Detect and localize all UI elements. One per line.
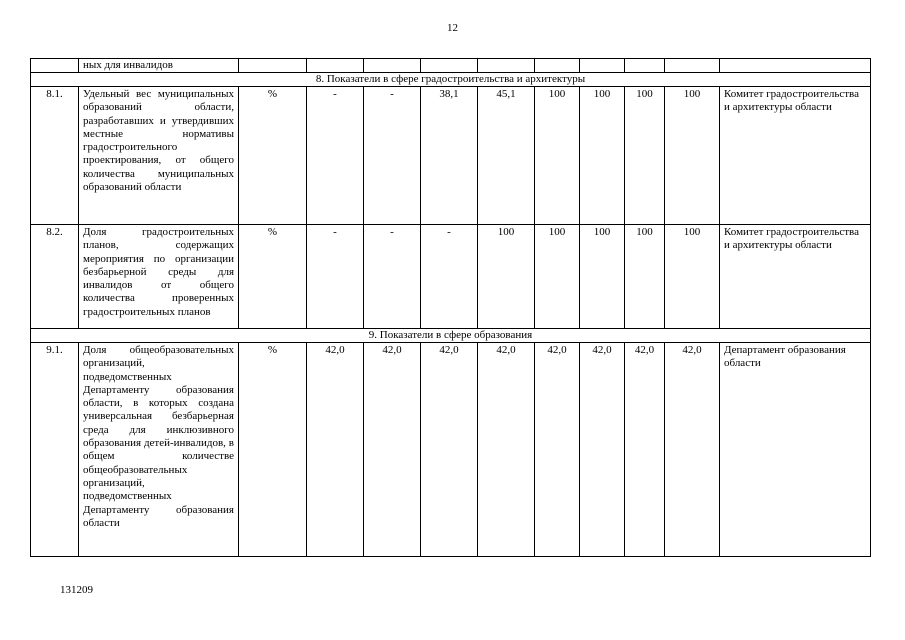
value-cell: 42,0 [307, 343, 364, 557]
unit-cell: % [239, 343, 307, 557]
value-cell: - [421, 225, 478, 329]
value-cell: 100 [535, 87, 580, 225]
value-cell: - [307, 87, 364, 225]
value-cell: 42,0 [580, 343, 625, 557]
table-row [31, 87, 871, 225]
table-row [31, 343, 871, 557]
value-cell: 100 [478, 225, 535, 329]
unit-cell: % [239, 87, 307, 225]
continuation-row [31, 59, 871, 73]
unit-cell: % [239, 225, 307, 329]
row-number: 8.1. [31, 87, 79, 225]
indicator-name: Удельный вес муниципальных образований области, разработавших и утвердивших местные нормативы градостроительного проектирования, от общего количества муниципальных образований области [79, 87, 239, 225]
indicators-table [30, 58, 871, 557]
value-cell: 42,0 [478, 343, 535, 557]
page-number: 12 [447, 22, 458, 34]
value-cell: 100 [665, 87, 720, 225]
indicator-name: Доля градостроительных планов, содержащих мероприятия по организации безбарьерной среды для инвалидов от общего количества проверенных градостроительных планов [79, 225, 239, 329]
value-cell: - [364, 87, 421, 225]
value-cell: - [307, 225, 364, 329]
value-cell: 45,1 [478, 87, 535, 225]
value-cell: 42,0 [364, 343, 421, 557]
value-cell: 42,0 [625, 343, 665, 557]
value-cell: 42,0 [665, 343, 720, 557]
responsible-cell: Комитет градостроительства и архитектуры области [720, 225, 871, 329]
value-cell: 42,0 [421, 343, 478, 557]
indicator-name: Доля общеобразовательных организаций, подведомственных Департаменту образования области, в которых создана универсальная безбарьерная среда для инклюзивного образования детей-инвалидов, в общем количестве общеобразовательных организаций, подведомственных Департаменту образования области [79, 343, 239, 557]
value-cell: 100 [665, 225, 720, 329]
value-cell: 38,1 [421, 87, 478, 225]
value-cell: 42,0 [535, 343, 580, 557]
responsible-cell: Комитет градостроительства и архитектуры области [720, 87, 871, 225]
value-cell: 100 [580, 87, 625, 225]
value-cell: 100 [580, 225, 625, 329]
section-title: 9. Показатели в сфере образования [31, 329, 871, 343]
document-code: 131209 [60, 584, 93, 596]
table-row [31, 225, 871, 329]
continuation-num-cell [31, 59, 79, 73]
value-cell: - [364, 225, 421, 329]
value-cell: 100 [625, 87, 665, 225]
section-title: 8. Показатели в сфере градостроительства и архитектуры [31, 73, 871, 87]
row-number: 8.2. [31, 225, 79, 329]
continuation-name-cell: ных для инвалидов [79, 59, 239, 73]
section-header-row [31, 73, 871, 87]
section-header-row [31, 329, 871, 343]
value-cell: 100 [535, 225, 580, 329]
value-cell: 100 [625, 225, 665, 329]
row-number: 9.1. [31, 343, 79, 557]
responsible-cell: Департамент образования области [720, 343, 871, 557]
